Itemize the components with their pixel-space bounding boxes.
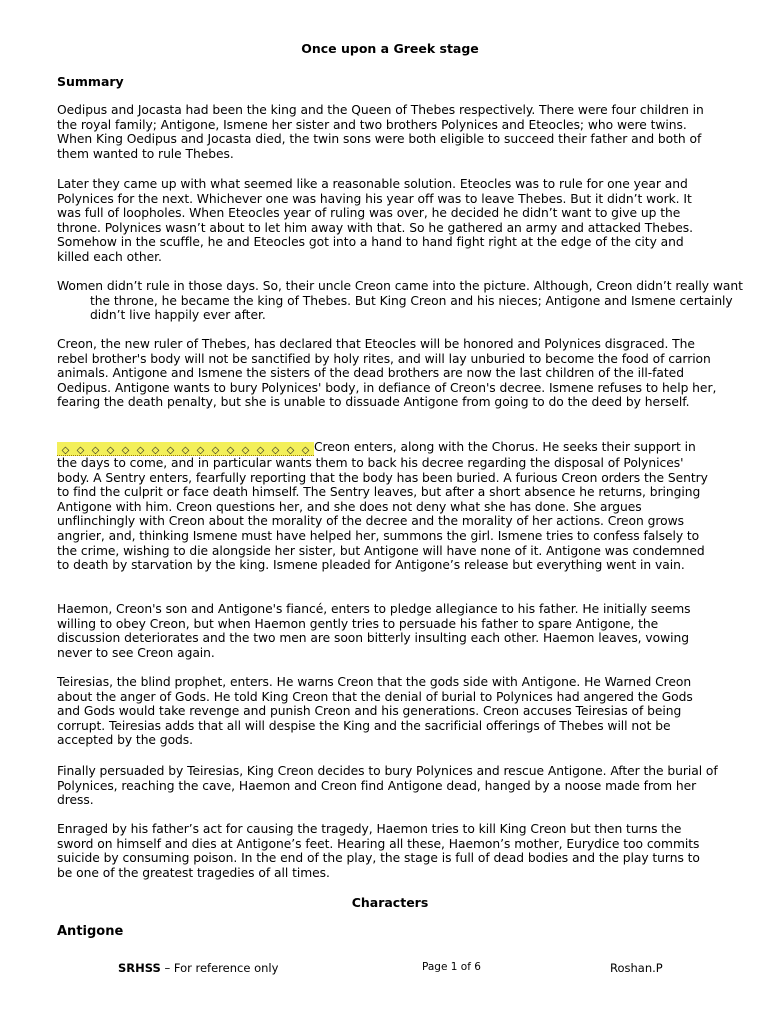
missing-glyph-icon: ◇ [181, 445, 190, 456]
missing-glyph-icon: ◇ [136, 445, 145, 456]
missing-glyph-icon: ◇ [256, 445, 265, 456]
missing-glyph-icon: ◇ [241, 445, 250, 456]
antigone-heading: Antigone [57, 924, 124, 939]
missing-glyph-icon: ◇ [211, 445, 220, 456]
paragraph-8: Finally persuaded by Teiresias, King Creon decides to bury Polynices and rescue Antigone. After the burial of Polynices, reaching the cave, Haemon and Creon find Antigone dead, hanged by a noose made from her dress. [57, 764, 718, 808]
document-title: Once upon a Greek stage [301, 41, 479, 56]
missing-glyph-icon: ◇ [271, 445, 280, 456]
missing-glyph-icon: ◇ [61, 445, 70, 456]
footer-left [118, 961, 278, 975]
missing-glyph-icon: ◇ [121, 445, 130, 456]
footer-author: Roshan.P [610, 961, 663, 975]
missing-glyph-icon: ◇ [91, 445, 100, 456]
paragraph-3: Women didn’t rule in those days. So, their uncle Creon came into the picture. Although, Creon didn’t really want the throne, he became the king of Thebes. But King Creon and his nieces; Antigone and Ismene certainly didn’t live happily ever after. [57, 279, 743, 323]
missing-glyph-icon: ◇ [286, 445, 295, 456]
missing-glyph-run [57, 442, 314, 456]
missing-glyph-icon: ◇ [76, 445, 85, 456]
footer-note: – For reference only [160, 961, 279, 975]
missing-glyph-icon: ◇ [106, 445, 115, 456]
footer-school: SRHSS [118, 961, 161, 975]
missing-glyph-icon: ◇ [301, 445, 310, 456]
paragraph-5 [57, 440, 719, 573]
missing-glyph-icon: ◇ [166, 445, 175, 456]
paragraph-5-text: Creon enters, along with the Chorus. He seeks their support in the days to come, and in particular wants them to back his decree regarding the disposal of Polynices' body. A Sentry enters, fearfully reporting that the body has been buried. A furious Creon orders the Sentry to find the culprit or face death himself. The Sentry leaves, but after a short absence he returns, bringing Antigone with him. Creon questions her, and she does not deny what she has done. She argues unflinchingly with Creon about the morality of the decree and the morality of her actions. Creon grows angrier, and, thinking Ismene must have helped her, summons the girl. Ismene tries to confess falsely to the crime, wishing to die alongside her sister, but Antigone will have none of it. Antigone was condemned to death by starvation by the king. Ismene pleaded for Antigone’s release but everything went in vain. [57, 440, 708, 573]
paragraph-4: Creon, the new ruler of Thebes, has declared that Eteocles will be honored and Polynices disgraced. The rebel brother's body will not be sanctified by holy rites, and will lay unburied to become the food of carrion animals. Antigone and Ismene the sisters of the dead brothers are now the last children of the ill-fated Oedipus. Antigone wants to bury Polynices' body, in defiance of Creon's decree. Ismene refuses to help her, fearing the death penalty, but she is unable to dissuade Antigone from going to do the deed by herself. [57, 337, 717, 410]
paragraph-9: Enraged by his father’s act for causing the tragedy, Haemon tries to kill King Creon but then turns the sword on himself and dies at Antigone’s feet. Hearing all these, Haemon’s mother, Eurydice too commits suicide by consuming poison. In the end of the play, the stage is full of dead bodies and the play turns to be one of the greatest tragedies of all times. [57, 822, 700, 880]
paragraph-1: Oedipus and Jocasta had been the king and the Queen of Thebes respectively. There were four children in the royal family; Antigone, Ismene her sister and two brothers Polynices and Eteocles; who were twins. When King Oedipus and Jocasta died, the twin sons were both eligible to succeed their father and both of them wanted to rule Thebes. [57, 103, 704, 161]
missing-glyph-icon: ◇ [226, 445, 235, 456]
characters-heading: Characters [351, 895, 429, 910]
summary-heading: Summary [57, 74, 124, 89]
footer-page-number: Page 1 of 6 [422, 961, 481, 973]
paragraph-2: Later they came up with what seemed like a reasonable solution. Eteocles was to rule for one year and Polynices for the next. Whichever one was having his year off was to leave Thebes. But it didn’t work. It was full of loopholes. When Eteocles year of ruling was over, he decided he didn’t want to give up the throne. Polynices wasn’t about to let him away with that. So he gathered an army and attacked Thebes. Somehow in the scuffle, he and Eteocles got into a hand to hand fight right at the edge of the city and killed each other. [57, 177, 693, 264]
paragraph-6: Haemon, Creon's son and Antigone's fiancé, enters to pledge allegiance to his father. He initially seems willing to obey Creon, but when Haemon gently tries to persuade his father to spare Antigone, the discussion deteriorates and the two men are soon bitterly insulting each other. Haemon leaves, vowing never to see Creon again. [57, 602, 691, 660]
missing-glyph-icon: ◇ [151, 445, 160, 456]
missing-glyph-icon: ◇ [196, 445, 205, 456]
paragraph-7: Teiresias, the blind prophet, enters. He warns Creon that the gods side with Antigone. He Warned Creon about the anger of Gods. He told King Creon that the denial of burial to Polynices had angered the Gods and Gods would take revenge and punish Creon and his generations. Creon accuses Teiresias of being corrupt. Teiresias adds that all will despise the King and the sacrificial offerings of Thebes will not be accepted by the gods. [57, 675, 693, 748]
